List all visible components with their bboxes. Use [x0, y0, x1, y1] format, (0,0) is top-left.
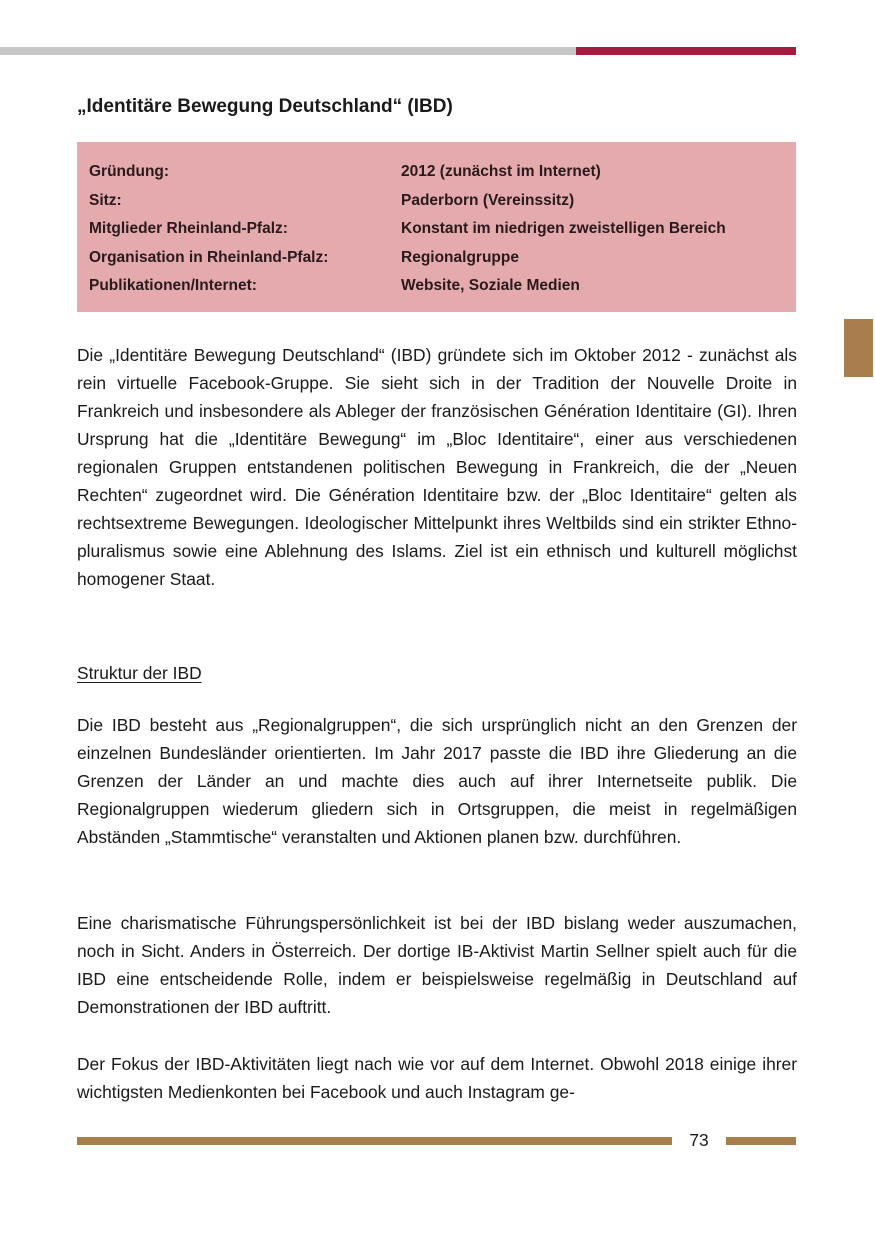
footer-rule-left [77, 1137, 672, 1145]
fact-label: Mitglieder Rheinland-Pfalz: [89, 220, 288, 237]
fact-label: Organisation in Rheinland-Pfalz: [89, 248, 329, 266]
fact-value: Website, Soziale Medien [401, 277, 580, 294]
fact-value: Regionalgruppe [401, 248, 519, 266]
fact-value: Paderborn (Vereinssitz) [401, 191, 575, 209]
fact-value: Konstant im niedrigen zweistelligen Bereich [401, 220, 726, 237]
structure-paragraph-2: Eine charismatische Führungspersönlichkeit ist bei der IBD bislang weder auszumachen, noch in Sicht. Anders in Österreich. Der dortige IB-Aktivist Martin Sellner spielt auch für die IBD eine entscheidende Rolle, indem er beispielsweise regelmäßig in Deutschland auf Demonstrationen der IBD auftritt. [77, 913, 797, 1017]
structure-paragraph-1: Die IBD besteht aus „Regionalgruppen“, die sich ursprünglich nicht an den Grenzen der einzelnen Bundesländer orientierten. Im Jahr 2017 passte die IBD ihre Gliederung an die Grenzen der Länder an und machte dies auch auf ihrer Internetseite publik. Die Regionalgruppen wiederum gliedern sich in Ortsgruppen, die meist in regelmäßigen Abständen „Stammtische“ veranstalten und Aktionen planen bzw. durchführen. [77, 715, 797, 847]
structure-paragraph-3: Der Fokus der IBD-Aktivitäten liegt nach wie vor auf dem Internet. Obwohl 2018 einige ihrer wichtigsten Medienkonten bei Facebook und auch Instagram ge- [77, 1054, 797, 1102]
fact-row-founding [89, 158, 784, 187]
header-rule-accent [576, 47, 796, 55]
structure-subheading: Struktur der IBD [77, 663, 202, 683]
fact-row-publications [89, 272, 784, 301]
section-heading: „Identitäre Bewegung Deutschland“ (IBD) [77, 96, 453, 117]
fact-label: Gründung: [89, 163, 170, 180]
intro-paragraph: Die „Identitäre Bewegung Deutschland“ (IBD) gründete sich im Oktober 2012 - zunächst als rein virtuelle Facebook-Gruppe. Sie sieht sich in der Tradition der Nouvelle Droite in Frankreich und insbesondere als Ableger der französischen Génération Identitaire (GI). Ihren Ursprung hat die „Identitäre Bewegung“ im „Bloc Identitaire“, einer aus verschiedenen regionalen Gruppen entstandenen politischen Bewegung in Frankreich, die der „Neuen Rechten“ zugeordnet wird. Die Génération Identitaire bzw. der „Bloc Identitaire“ gelten als rechtsextreme Bewegungen. Ideologischer Mittelpunkt ihres Weltbilds sind ein strikter Ethnopluralismus sowie eine Ablehnung des Islams. Ziel ist ein ethnisch und kulturell möglichst homogener Staat. [77, 345, 797, 589]
fact-label: Publikationen/Internet: [89, 277, 257, 294]
fact-value: 2012 (zunächst im Internet) [401, 163, 601, 180]
footer-rule-right [726, 1137, 796, 1145]
fact-row-organisation [89, 244, 784, 273]
fact-box [77, 142, 796, 312]
fact-label: Sitz: [89, 191, 122, 209]
fact-row-seat [89, 187, 784, 216]
chapter-marker-tab [844, 319, 873, 377]
header-rule-gray [0, 47, 576, 55]
page-number: 73 [689, 1130, 709, 1150]
fact-row-members [89, 215, 784, 244]
